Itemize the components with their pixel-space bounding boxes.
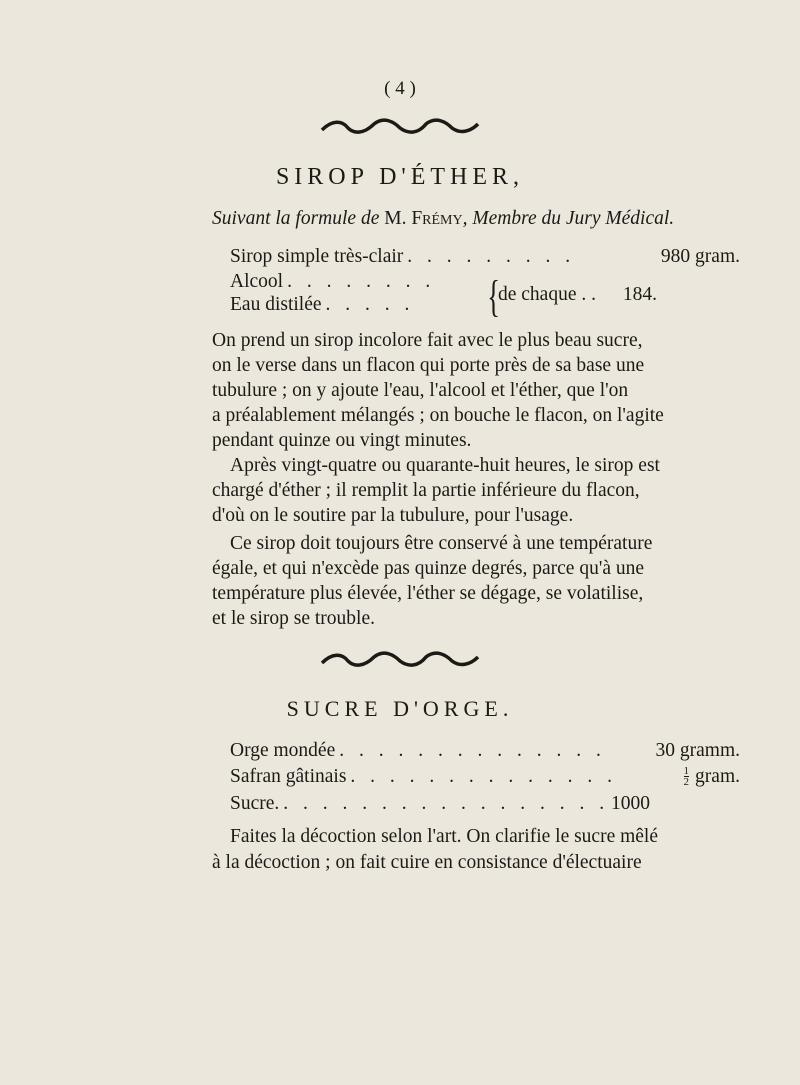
ingredient-name: Sucre. [230,793,280,814]
ingredient-name: Sirop simple très-clair [230,246,404,267]
ingredient-row [230,271,480,293]
paragraph-line: Ce sirop doit toujours être conservé à une température [230,533,653,554]
fraction [684,766,690,788]
fraction-denominator: 2 [683,776,690,788]
sirop-title: SIROP D'ÉTHER, [275,164,525,190]
fraction-numerator: 1 [683,765,690,777]
paragraph-line: on le verse dans un flacon qui porte près de sa base une [212,355,645,376]
ingredient-name: Eau distilée [230,294,322,315]
ingredient-amount: gram. [695,766,740,787]
paragraph-line: température plus élevée, l'éther se dégage, se volatilise, [212,583,644,604]
ingredient-amount: 1000 [611,793,650,814]
paragraph-line: égale, et qui n'excède pas quinze degrés, parce qu'à une [212,558,645,579]
ornament-divider-top [0,118,800,141]
ingredient-dots: . . . . . . . . . . . . . . [339,740,606,761]
sucre-title: SUCRE D'ORGE. [286,696,514,721]
subtitle-suffix: , Membre du Jury Médical. [462,208,675,229]
paragraph-line: à la décoction ; on fait cuire en consistance d'électuaire [212,852,642,873]
paragraph-line: d'où on le soutire par la tubulure, pour l'usage. [212,505,574,526]
ingredient-row [230,793,740,815]
shared-amount-label: de chaque . . [498,284,596,305]
sirop-subtitle [212,208,752,230]
paragraph-line: Faites la décoction selon l'art. On clarifie le sucre mêlé [230,826,659,847]
ingredient-row [230,246,740,268]
ingredient-row [230,740,740,762]
ingredient-dots: . . . . . . . . . . . . . . [350,766,618,787]
paragraph-line: On prend un sirop incolore fait avec le plus beau sucre, [212,330,643,351]
ingredient-name: Orge mondée [230,740,336,761]
subtitle-author: M. Frémy [384,208,463,229]
ingredient-name: Alcool [230,271,284,292]
paragraph-line: et le sirop se trouble. [212,608,375,629]
paragraph-line: Après vingt-quatre ou quarante-huit heures, le sirop est [230,455,660,476]
shared-amount [498,284,738,306]
ingredient-dots: . . . . . . . . . [407,246,576,267]
paragraph-line: tubulure ; on y ajoute l'eau, l'alcool et l'éther, que l'on [212,380,629,401]
ingredient-dots: . . . . . [325,294,415,315]
ornament-divider-middle [0,651,800,674]
ingredient-dots: . . . . . . . . [287,271,436,292]
brace-symbol: { [487,272,500,321]
ingredient-amount: 30 gramm. [655,740,740,761]
shared-amount-value: 184. [622,284,657,305]
ingredient-row [230,294,480,316]
paragraph-line: pendant quinze ou vingt minutes. [212,430,472,451]
paragraph-line: chargé d'éther ; il remplit la partie inférieure du flacon, [212,480,640,501]
ingredient-name: Safran gâtinais [230,766,347,787]
ingredient-amount: 980 gram. [660,246,740,267]
paragraph-line: a préalablement mélangés ; on bouche le flacon, on l'agite [212,405,664,426]
page-number: ( 4 ) [384,78,416,99]
ingredient-dots: . . . . . . . . . . . . . . . . . [283,793,610,814]
ingredient-row [230,766,740,788]
subtitle-prefix: Suivant la formule de [212,208,385,229]
